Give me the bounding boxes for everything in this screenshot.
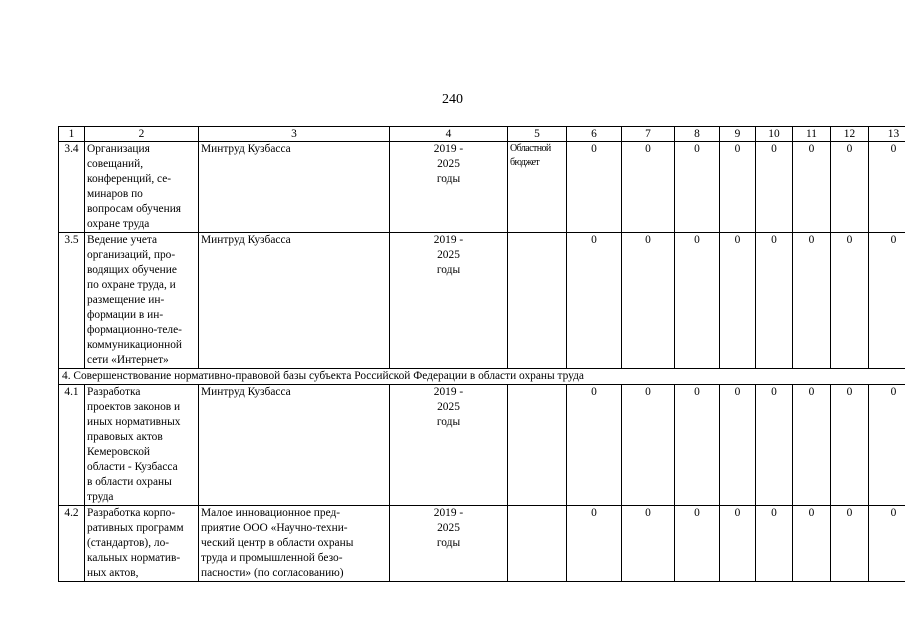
value-cell: 0 <box>756 506 793 582</box>
value-cell: 0 <box>720 233 756 369</box>
value-cell: 0 <box>720 385 756 506</box>
activity-name <box>85 506 199 582</box>
value-cell: 0 <box>720 506 756 582</box>
period-line: 2025 <box>437 158 460 170</box>
column-number: 13 <box>869 127 905 142</box>
column-number: 11 <box>793 127 831 142</box>
period <box>390 233 508 369</box>
value-cell: 0 <box>793 385 831 506</box>
value-cell: 0 <box>622 142 675 233</box>
period <box>390 142 508 233</box>
period <box>390 506 508 582</box>
value-cell: 0 <box>567 233 622 369</box>
period-line: годы <box>436 173 461 185</box>
column-number: 3 <box>199 127 390 142</box>
value-cell: 0 <box>622 233 675 369</box>
table-body <box>59 127 905 582</box>
value-cell: 0 <box>869 385 905 506</box>
period <box>390 385 508 506</box>
executor-line: приятие ООО «Научно-техни- <box>201 522 348 534</box>
value-cell: 0 <box>622 385 675 506</box>
activity-name-line: водящих обучение <box>87 264 177 276</box>
activity-name-line: охране труда <box>87 218 150 230</box>
period-line: 2025 <box>437 249 460 261</box>
executor-line: Минтруд Кузбасса <box>201 234 291 246</box>
activity-name-line: по охране труда, и <box>87 279 176 291</box>
executor-line: пасности» (по согласованию) <box>201 567 344 579</box>
funding-source <box>508 233 567 369</box>
activity-name-line: организаций, про- <box>87 249 176 261</box>
funding-source-line: Областной <box>510 143 551 154</box>
executor <box>199 385 390 506</box>
value-cell: 0 <box>675 142 720 233</box>
activity-name-line: в области охраны <box>87 476 172 488</box>
value-cell: 0 <box>756 233 793 369</box>
funding-source <box>508 506 567 582</box>
activity-name-line: области - Кузбасса <box>87 461 178 473</box>
period-line: 2019 - <box>433 507 464 519</box>
activity-name-line: Кемеровской <box>87 446 150 458</box>
column-number: 12 <box>831 127 869 142</box>
column-number: 5 <box>508 127 567 142</box>
value-cell: 0 <box>793 142 831 233</box>
executor-line: труда и промышленной безо- <box>201 552 343 564</box>
value-cell: 0 <box>675 506 720 582</box>
activity-name <box>85 142 199 233</box>
activity-name-line: ративных программ <box>87 522 184 534</box>
column-number: 4 <box>390 127 508 142</box>
activity-name-line: труда <box>87 491 114 503</box>
value-cell: 0 <box>831 385 869 506</box>
section-row <box>59 369 905 385</box>
activity-name-line: минаров по <box>87 188 143 200</box>
activity-name <box>85 233 199 369</box>
program-table <box>58 126 905 582</box>
value-cell: 0 <box>567 142 622 233</box>
value-cell: 0 <box>831 506 869 582</box>
period-line: 2019 - <box>433 386 464 398</box>
activity-name-line: формации в ин- <box>87 309 164 321</box>
section-title: 4. Совершенствование нормативно-правовой базы субъекта Российской Федерации в области охраны труда <box>59 369 905 385</box>
activity-name-line: проектов законов и <box>87 401 181 413</box>
column-number: 8 <box>675 127 720 142</box>
activity-name-line: коммуникационной <box>87 339 183 351</box>
column-number: 7 <box>622 127 675 142</box>
activity-name-line: Разработка корпо- <box>87 507 176 519</box>
period-line: годы <box>436 537 461 549</box>
value-cell: 0 <box>869 142 905 233</box>
activity-name-line: Организация <box>87 143 150 155</box>
funding-source-line: бюджет <box>510 157 540 168</box>
activity-name-line: формационно-теле- <box>87 324 182 336</box>
funding-source <box>508 385 567 506</box>
value-cell: 0 <box>869 506 905 582</box>
period-line: годы <box>436 264 461 276</box>
value-cell: 0 <box>831 142 869 233</box>
column-number-row <box>59 127 905 142</box>
table-row <box>59 385 905 506</box>
executor-line: Минтруд Кузбасса <box>201 386 291 398</box>
activity-name-line: (стандартов), ло- <box>87 537 170 549</box>
value-cell: 0 <box>622 506 675 582</box>
executor <box>199 142 390 233</box>
column-number: 6 <box>567 127 622 142</box>
column-number: 1 <box>59 127 85 142</box>
period-line: 2019 - <box>433 234 464 246</box>
value-cell: 0 <box>675 233 720 369</box>
table-row <box>59 142 905 233</box>
value-cell: 0 <box>720 142 756 233</box>
page-number: 240 <box>442 92 463 107</box>
activity-name-line: конференций, се- <box>87 173 172 185</box>
value-cell: 0 <box>793 233 831 369</box>
activity-name-line: правовых актов <box>87 431 163 443</box>
value-cell: 0 <box>756 142 793 233</box>
value-cell: 0 <box>793 506 831 582</box>
period-line: годы <box>436 416 461 428</box>
item-number: 4.2 <box>59 506 85 582</box>
executor-line: Минтруд Кузбасса <box>201 143 291 155</box>
executor <box>199 233 390 369</box>
activity-name-line: Ведение учета <box>87 234 158 246</box>
activity-name-line: Разработка <box>87 386 141 398</box>
value-cell: 0 <box>756 385 793 506</box>
value-cell: 0 <box>869 233 905 369</box>
activity-name-line: сети «Интернет» <box>87 354 169 366</box>
value-cell: 0 <box>567 385 622 506</box>
activity-name-line: кальных норматив- <box>87 552 181 564</box>
item-number: 3.4 <box>59 142 85 233</box>
column-number: 9 <box>720 127 756 142</box>
item-number: 3.5 <box>59 233 85 369</box>
activity-name-line: совещаний, <box>87 158 144 170</box>
activity-name <box>85 385 199 506</box>
value-cell: 0 <box>831 233 869 369</box>
activity-name-line: вопросам обучения <box>87 203 182 215</box>
value-cell: 0 <box>675 385 720 506</box>
executor <box>199 506 390 582</box>
executor-line: Малое инновационное пред- <box>201 507 341 519</box>
value-cell: 0 <box>567 506 622 582</box>
period-line: 2025 <box>437 401 460 413</box>
activity-name-line: иных нормативных <box>87 416 181 428</box>
activity-name-line: ных актов, <box>87 567 139 579</box>
table-row <box>59 506 905 582</box>
activity-name-line: размещение ин- <box>87 294 165 306</box>
column-number: 2 <box>85 127 199 142</box>
table-row <box>59 233 905 369</box>
column-number: 10 <box>756 127 793 142</box>
executor-line: ческий центр в области охраны <box>201 537 354 549</box>
period-line: 2025 <box>437 522 460 534</box>
item-number: 4.1 <box>59 385 85 506</box>
period-line: 2019 - <box>433 143 464 155</box>
funding-source <box>508 142 567 233</box>
